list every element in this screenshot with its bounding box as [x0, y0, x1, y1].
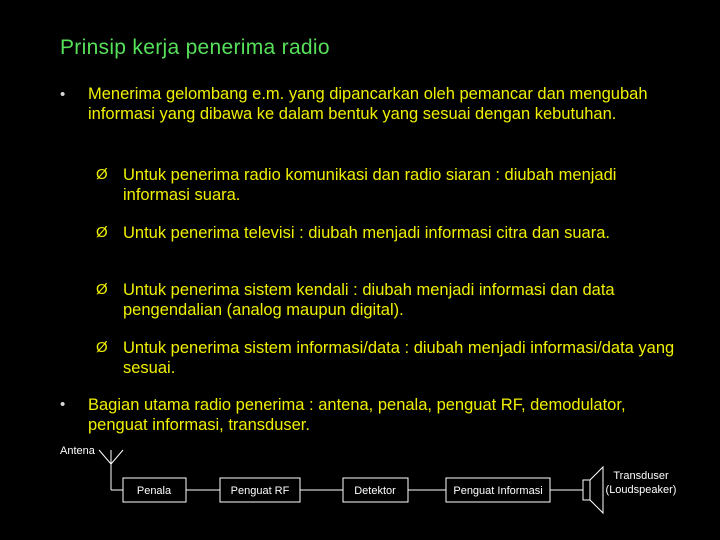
sub-bullet-marker: Ø [96, 281, 108, 298]
sub-bullet-marker: Ø [96, 166, 108, 183]
antenna-label: Antena [60, 445, 95, 457]
bullet-marker: • [60, 86, 66, 103]
block-label-penguat-rf: Penguat RF [230, 485, 290, 497]
sub-bullet-marker: Ø [96, 224, 108, 241]
block-label-penala: Penala [136, 485, 172, 497]
bullet-text-1: Menerima gelombang e.m. yang dipancarkan oleh pemancar dan mengubah informasi yang dibawa ke dalam bentuk yang sesuai dengan kebutuhan. [88, 85, 648, 123]
bullet-marker: • [60, 396, 66, 413]
sub-item-4: Untuk penerima sistem informasi/data : diubah menjadi informasi/data yang sesuai. [123, 339, 675, 377]
bullet-text-2: Bagian utama radio penerima : antena, penala, penguat RF, demodulator, penguat informasi, transduser. [88, 396, 626, 434]
sub-item-3: Untuk penerima sistem kendali : diubah menjadi informasi dan data pengendalian (analog maupun digital). [123, 281, 615, 319]
loudspeaker-icon [583, 467, 603, 513]
sub-item-1: Untuk penerima radio komunikasi dan radio siaran : diubah menjadi informasi suara. [123, 166, 617, 204]
block-label-penguat-informasi: Penguat Informasi [453, 485, 543, 497]
sub-item-2: Untuk penerima televisi : diubah menjadi informasi citra dan suara. [123, 224, 610, 242]
antenna-icon [99, 450, 123, 490]
loudspeaker-label: (Loudspeaker) [605, 484, 677, 496]
sub-bullet-marker: Ø [96, 339, 108, 356]
transducer-label: Transduser [613, 470, 669, 482]
block-label-detektor: Detektor [354, 485, 396, 497]
slide-title: Prinsip kerja penerima radio [60, 36, 330, 59]
